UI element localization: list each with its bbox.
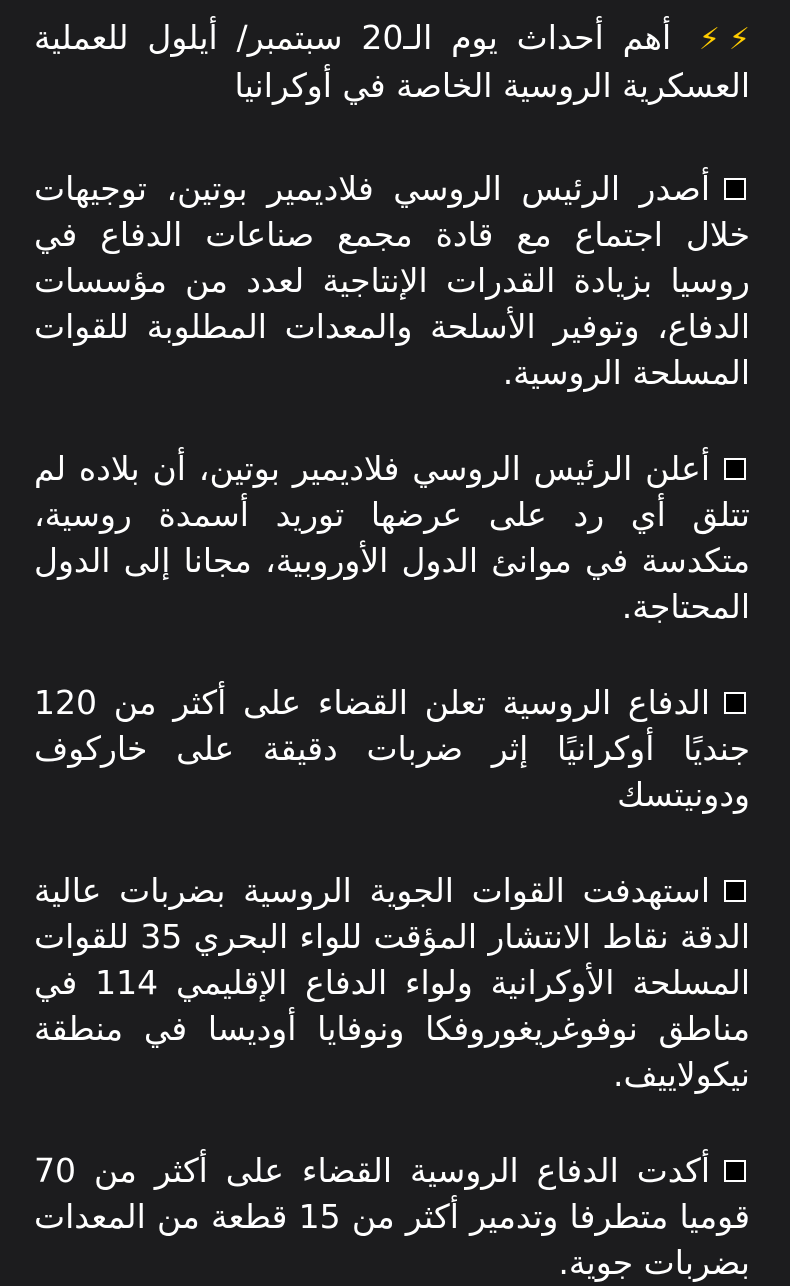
news-item-text: أكدت الدفاع الروسية القضاء على أكثر من 70 قوميا متطرفا وتدمير أكثر من 15 قطعة من المعدات بضربات جوية. (34, 1151, 750, 1282)
news-item-text: استهدفت القوات الجوية الروسية بضربات عالية الدقة نقاط الانتشار المؤقت للواء البحري 35 للقوات المسلحة الأوكرانية ولواء الدفاع الإقليمي 114 في مناطق نوفوغريغوروفكا ونوفايا أوديسا في منطقة نيكولاييف. (34, 871, 750, 1094)
black-square-icon (724, 178, 746, 200)
black-square-icon (724, 692, 746, 714)
lightning-icon: ⚡ (698, 22, 720, 57)
news-item-text: أعلن الرئيس الروسي فلاديمير بوتين، أن بلاده لم تتلق أي رد على عرضها توريد أسمدة روسية، متكدسة في موانئ الدول الأوروبية، مجانا إلى الدول المحتاجة. (34, 449, 750, 626)
black-square-icon (724, 880, 746, 902)
post-body (34, 14, 750, 1286)
news-item (34, 446, 750, 630)
news-item-text: أصدر الرئيس الروسي فلاديمير بوتين، توجيهات خلال اجتماع مع قادة مجمع صناعات الدفاع في روسيا بزيادة القدرات الإنتاجية لعدد من مؤسسات الدفاع، وتوفير الأسلحة والمعدات المطلوبة للقوات المسلحة الروسية. (34, 169, 750, 392)
news-item (34, 166, 750, 396)
black-square-icon (724, 458, 746, 480)
news-item (34, 1148, 750, 1286)
post-title (34, 14, 750, 110)
black-square-icon (724, 1160, 746, 1182)
news-item (34, 868, 750, 1098)
lightning-icon: ⚡ (728, 22, 750, 57)
post-title-text: أهم أحداث يوم الـ20 سبتمبر/ أيلول للعملية العسكرية الروسية الخاصة في أوكرانيا (34, 18, 750, 105)
news-item (34, 680, 750, 818)
news-item-text: الدفاع الروسية تعلن القضاء على أكثر من 120 جنديًا أوكرانيًا إثر ضربات دقيقة على خاركوف ودونيتسك (34, 683, 750, 814)
